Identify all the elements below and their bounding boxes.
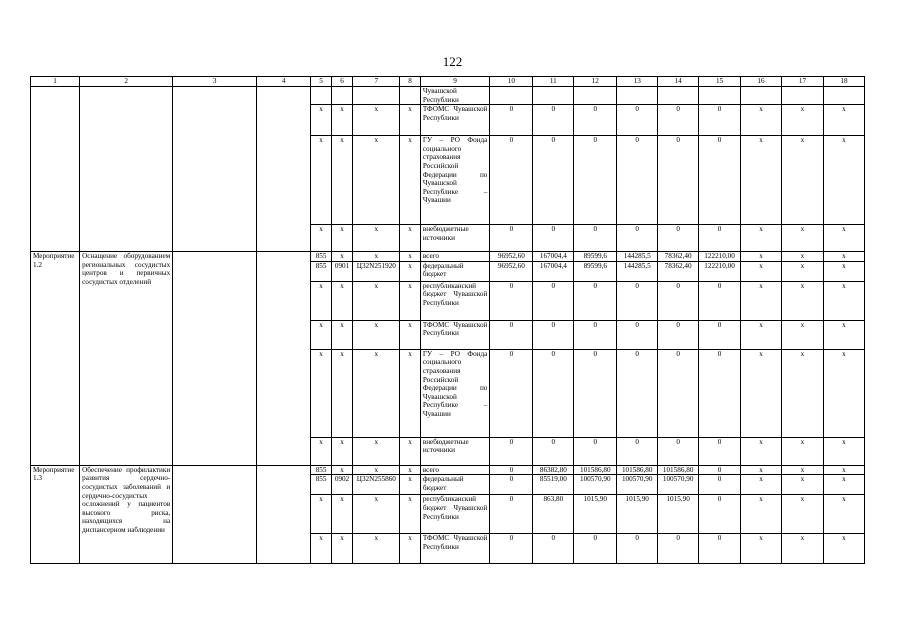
code-target-cell: x [353, 136, 400, 225]
funding-source-cell: федеральный бюджет [420, 261, 490, 281]
amount-cell: x [823, 105, 864, 136]
amount-cell: 0 [699, 320, 741, 349]
header-row [31, 77, 865, 87]
amount-cell: x [781, 534, 823, 564]
code-section-cell [331, 87, 352, 105]
code-type-cell: x [400, 349, 420, 437]
amount-cell: 0 [617, 534, 658, 564]
amount-cell: 0 [533, 136, 574, 225]
amount-cell: 0 [699, 136, 741, 225]
header-cell: 12 [574, 77, 617, 87]
header-cell: 18 [823, 77, 864, 87]
amount-cell: x [781, 465, 823, 475]
code-section-cell: x [331, 349, 352, 437]
code-grbs-cell: x [311, 281, 331, 320]
header-cell: 3 [173, 77, 257, 87]
header-cell: 4 [257, 77, 311, 87]
amount-cell: x [741, 437, 782, 465]
amount-cell: 0 [658, 225, 699, 252]
header-cell: 9 [420, 77, 490, 87]
amount-cell: x [741, 225, 782, 252]
event-name-cell: Мероприятие 1.2 [31, 252, 80, 466]
code-type-cell: x [400, 475, 420, 495]
amount-cell: x [823, 320, 864, 349]
funding-source-cell: Чувашской Республики [420, 87, 490, 105]
amount-cell: 0 [574, 136, 617, 225]
funding-source-cell: республиканский бюджет Чувашской Республики [420, 495, 490, 534]
amount-cell: 0 [574, 437, 617, 465]
funding-source-cell: федеральный бюджет [420, 475, 490, 495]
amount-cell: 863,80 [533, 495, 574, 534]
code-grbs-cell: x [311, 225, 331, 252]
amount-cell: x [823, 349, 864, 437]
funding-source-cell: ТФОМС Чувашской Республики [420, 534, 490, 564]
amount-cell: x [823, 475, 864, 495]
amount-cell: 78362,40 [658, 252, 699, 262]
header-cell: 7 [353, 77, 400, 87]
column-4-cell [257, 252, 311, 466]
amount-cell: 0 [574, 534, 617, 564]
code-target-cell: x [353, 281, 400, 320]
amount-cell: 78362,40 [658, 261, 699, 281]
page-number: 122 [442, 54, 463, 69]
amount-cell: 144285,5 [617, 252, 658, 262]
header-cell: 11 [533, 77, 574, 87]
amount-cell: x [741, 495, 782, 534]
budget-table [30, 76, 865, 564]
code-grbs-cell: x [311, 495, 331, 534]
amount-cell: 0 [533, 320, 574, 349]
amount-cell: 144285,5 [617, 261, 658, 281]
amount-cell: 101586,80 [617, 465, 658, 475]
amount-cell: x [741, 349, 782, 437]
amount-cell: 0 [533, 225, 574, 252]
amount-cell: 96952,60 [490, 261, 533, 281]
code-grbs-cell: x [311, 136, 331, 225]
amount-cell [490, 87, 533, 105]
code-target-cell: x [353, 437, 400, 465]
code-section-cell: x [331, 281, 352, 320]
amount-cell: 0 [574, 225, 617, 252]
event-description-cell [80, 87, 173, 252]
code-grbs-cell: x [311, 437, 331, 465]
amount-cell: 0 [658, 281, 699, 320]
amount-cell: 0 [490, 136, 533, 225]
amount-cell: 85519,00 [533, 475, 574, 495]
funding-source-cell: внебюджетные источники [420, 225, 490, 252]
funding-source-cell: республиканский бюджет Чувашской Республики [420, 281, 490, 320]
amount-cell: 0 [699, 225, 741, 252]
code-section-cell: x [331, 465, 352, 475]
header-cell: 6 [331, 77, 352, 87]
amount-cell: x [741, 252, 782, 262]
code-section-cell: 0902 [331, 475, 352, 495]
amount-cell: 89599,6 [574, 252, 617, 262]
amount-cell: 0 [490, 320, 533, 349]
amount-cell [658, 87, 699, 105]
amount-cell: 0 [533, 281, 574, 320]
column-4-cell [257, 87, 311, 252]
code-section-cell: 0901 [331, 261, 352, 281]
amount-cell: x [781, 105, 823, 136]
amount-cell [699, 87, 741, 105]
funding-source-cell: внебюджетные источники [420, 437, 490, 465]
amount-cell: 0 [699, 495, 741, 534]
amount-cell: x [781, 437, 823, 465]
amount-cell: x [741, 320, 782, 349]
code-target-cell: x [353, 252, 400, 262]
amount-cell: 86382,80 [533, 465, 574, 475]
amount-cell: 167004,4 [533, 261, 574, 281]
amount-cell: x [741, 136, 782, 225]
code-grbs-cell: 855 [311, 475, 331, 495]
funding-source-cell: всего [420, 465, 490, 475]
amount-cell: 101586,80 [658, 465, 699, 475]
funding-source-cell: всего [420, 252, 490, 262]
amount-cell: x [741, 475, 782, 495]
code-section-cell: x [331, 252, 352, 262]
amount-cell: x [823, 225, 864, 252]
header-cell: 5 [311, 77, 331, 87]
code-target-cell: Ц32N255860 [353, 475, 400, 495]
amount-cell: 0 [658, 136, 699, 225]
code-type-cell: x [400, 495, 420, 534]
code-section-cell: x [331, 437, 352, 465]
code-type-cell: x [400, 252, 420, 262]
amount-cell: 0 [490, 349, 533, 437]
amount-cell: 0 [699, 534, 741, 564]
amount-cell: 0 [490, 534, 533, 564]
code-grbs-cell [311, 87, 331, 105]
amount-cell: 0 [617, 281, 658, 320]
funding-source-cell: ТФОМС Чувашской Республики [420, 105, 490, 136]
amount-cell: 0 [533, 105, 574, 136]
table-body [31, 87, 865, 564]
event-description-cell: Обеспечение профилактики развития сердечно-сосудистых заболеваний и сердечно-сосудистых осложнений у пациентов высокого риска, находящихся на диспансерном наблюдении [80, 465, 173, 564]
amount-cell: x [741, 281, 782, 320]
code-type-cell [400, 87, 420, 105]
code-type-cell: x [400, 225, 420, 252]
amount-cell: x [823, 534, 864, 564]
amount-cell: x [741, 105, 782, 136]
amount-cell: 0 [699, 281, 741, 320]
header-cell: 16 [741, 77, 782, 87]
code-grbs-cell: x [311, 534, 331, 564]
funding-source-cell: ГУ – РО Фонда социального страхования Российской Федерации по Чувашской Республике – Чувашии [420, 349, 490, 437]
amount-cell: 0 [490, 281, 533, 320]
amount-cell: 0 [490, 475, 533, 495]
amount-cell: 0 [490, 465, 533, 475]
amount-cell: 0 [490, 225, 533, 252]
code-section-cell: x [331, 495, 352, 534]
amount-cell: x [823, 252, 864, 262]
code-type-cell: x [400, 465, 420, 475]
amount-cell: 0 [533, 349, 574, 437]
amount-cell: x [823, 281, 864, 320]
code-section-cell: x [331, 320, 352, 349]
code-grbs-cell: x [311, 349, 331, 437]
code-grbs-cell: 855 [311, 465, 331, 475]
amount-cell: x [781, 281, 823, 320]
funding-source-cell: ТФОМС Чувашской Республики [420, 320, 490, 349]
code-type-cell: x [400, 281, 420, 320]
amount-cell: 0 [574, 349, 617, 437]
amount-cell: 0 [699, 437, 741, 465]
code-grbs-cell: 855 [311, 261, 331, 281]
amount-cell: 0 [617, 437, 658, 465]
amount-cell: 0 [617, 320, 658, 349]
amount-cell: 0 [658, 349, 699, 437]
code-type-cell: x [400, 534, 420, 564]
amount-cell: 0 [617, 349, 658, 437]
amount-cell: 167004,4 [533, 252, 574, 262]
header-cell: 14 [658, 77, 699, 87]
amount-cell: x [781, 261, 823, 281]
amount-cell: 0 [699, 105, 741, 136]
amount-cell: 0 [574, 281, 617, 320]
amount-cell: x [823, 465, 864, 475]
code-type-cell: x [400, 136, 420, 225]
amount-cell: 122210,00 [699, 261, 741, 281]
amount-cell: 0 [658, 437, 699, 465]
event-name-cell: Мероприятие 1.3 [31, 465, 80, 564]
amount-cell: x [781, 136, 823, 225]
code-type-cell: x [400, 320, 420, 349]
amount-cell [574, 87, 617, 105]
amount-cell: x [781, 252, 823, 262]
header-cell: 17 [781, 77, 823, 87]
code-type-cell: x [400, 261, 420, 281]
amount-cell: 0 [699, 465, 741, 475]
amount-cell: 122210,00 [699, 252, 741, 262]
code-section-cell: x [331, 225, 352, 252]
amount-cell: 0 [658, 534, 699, 564]
amount-cell: 0 [574, 105, 617, 136]
amount-cell: 101586,80 [574, 465, 617, 475]
amount-cell: 89599,6 [574, 261, 617, 281]
amount-cell: 100570,90 [574, 475, 617, 495]
code-type-cell: x [400, 105, 420, 136]
amount-cell: 1015,90 [658, 495, 699, 534]
column-3-cell [173, 252, 257, 466]
code-section-cell: x [331, 534, 352, 564]
code-target-cell: Ц32N251920 [353, 261, 400, 281]
amount-cell: x [741, 261, 782, 281]
amount-cell: 0 [490, 495, 533, 534]
table-row [31, 252, 865, 262]
table-row [31, 87, 865, 105]
amount-cell: x [823, 495, 864, 534]
code-target-cell: x [353, 225, 400, 252]
amount-cell: x [781, 320, 823, 349]
amount-cell [533, 87, 574, 105]
column-3-cell [173, 465, 257, 564]
header-cell: 8 [400, 77, 420, 87]
code-target-cell: x [353, 349, 400, 437]
code-section-cell: x [331, 136, 352, 225]
amount-cell [617, 87, 658, 105]
amount-cell: x [741, 534, 782, 564]
amount-cell: x [781, 225, 823, 252]
amount-cell: 96952,60 [490, 252, 533, 262]
event-name-cell [31, 87, 80, 252]
column-3-cell [173, 87, 257, 252]
amount-cell: 0 [658, 105, 699, 136]
header-cell: 15 [699, 77, 741, 87]
amount-cell: 1015,90 [617, 495, 658, 534]
amount-cell: 0 [699, 349, 741, 437]
column-4-cell [257, 465, 311, 564]
amount-cell: 0 [533, 437, 574, 465]
code-target-cell: x [353, 320, 400, 349]
header-cell: 13 [617, 77, 658, 87]
table-row [31, 465, 865, 475]
code-grbs-cell: 855 [311, 252, 331, 262]
funding-source-cell: ГУ – РО Фонда социального страхования Российской Федерации по Чувашской Республике – Чувашии [420, 136, 490, 225]
amount-cell: 0 [658, 320, 699, 349]
amount-cell: 1015,90 [574, 495, 617, 534]
code-target-cell: x [353, 534, 400, 564]
amount-cell [741, 87, 782, 105]
amount-cell: x [823, 136, 864, 225]
amount-cell: x [781, 495, 823, 534]
code-grbs-cell: x [311, 105, 331, 136]
amount-cell: 0 [617, 225, 658, 252]
amount-cell: 0 [699, 475, 741, 495]
code-target-cell: x [353, 105, 400, 136]
amount-cell: 0 [490, 105, 533, 136]
code-target-cell [353, 87, 400, 105]
event-description-cell: Оснащение оборудованием региональных сосудистых центров и первичных сосудистых отделений [80, 252, 173, 466]
code-target-cell: x [353, 495, 400, 534]
amount-cell: 0 [490, 437, 533, 465]
code-grbs-cell: x [311, 320, 331, 349]
code-target-cell: x [353, 465, 400, 475]
amount-cell: 0 [617, 136, 658, 225]
amount-cell: x [823, 261, 864, 281]
amount-cell: x [781, 349, 823, 437]
amount-cell [823, 87, 864, 105]
header-cell: 1 [31, 77, 80, 87]
header-cell: 2 [80, 77, 173, 87]
code-type-cell: x [400, 437, 420, 465]
amount-cell: 100570,90 [658, 475, 699, 495]
amount-cell: x [823, 437, 864, 465]
amount-cell: 100570,90 [617, 475, 658, 495]
code-section-cell: x [331, 105, 352, 136]
amount-cell: x [741, 465, 782, 475]
amount-cell: 0 [617, 105, 658, 136]
amount-cell: 0 [574, 320, 617, 349]
amount-cell [781, 87, 823, 105]
amount-cell: 0 [533, 534, 574, 564]
header-cell: 10 [490, 77, 533, 87]
amount-cell: x [781, 475, 823, 495]
